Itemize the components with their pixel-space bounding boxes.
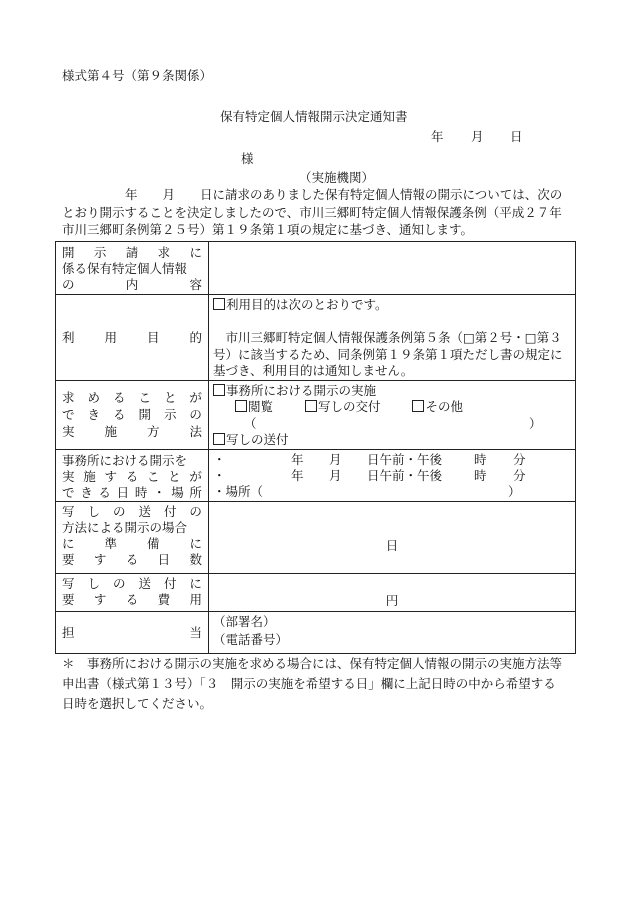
date-year-label: 年 xyxy=(431,129,444,144)
date-month-label: 月 xyxy=(471,129,484,144)
value-prep-days[interactable]: 日 xyxy=(209,501,576,573)
contact-department: （部署名） xyxy=(213,613,276,629)
checkbox-office-disclosure[interactable] xyxy=(213,384,225,396)
intro-line: 市川三郷町条例第２５号）第１９条第１項の規定に基づき、通知します。 xyxy=(62,222,474,237)
checkbox-copy-delivery[interactable] xyxy=(305,400,317,412)
row-prep-days xyxy=(56,501,576,573)
footnote-line: 日時を選択してください。 xyxy=(62,696,213,711)
checkbox-usage-purpose[interactable] xyxy=(213,298,225,310)
label-usage-purpose: 利 用 目 的 xyxy=(56,295,209,381)
row-disclosure-method xyxy=(56,380,576,449)
label-send-cost: 写 し の 送 付 に 要 す る 費 用 xyxy=(56,573,209,611)
value-office-datetime[interactable]: ・ 年 月 日午前・午後 時 分 ・ 年 月 日午前・午後 時 分 ・場所（ ） xyxy=(209,449,576,501)
label-prep-days: 写 し の 送 付 の 方法による開示の場合 に 準 備 に 要 す る 日 数 xyxy=(56,501,209,573)
checkbox-other[interactable] xyxy=(412,400,424,412)
row-usage-purpose xyxy=(56,295,576,381)
checkbox-viewing[interactable] xyxy=(235,400,247,412)
label-contact: 担 当 xyxy=(56,611,209,653)
footnote-line: ＊ 事務所における開示の実施を求める場合には、保有特定個人情報の開示の実施方法等 xyxy=(62,656,563,671)
row-send-cost xyxy=(56,573,576,611)
value-send-cost[interactable]: 円 xyxy=(209,573,576,611)
form-number: 様式第４号（第９条関係） xyxy=(62,68,213,83)
value-contact xyxy=(209,611,576,653)
date-day-label: 日 xyxy=(510,129,523,144)
checkbox-send-copy[interactable] xyxy=(213,433,225,445)
label-request-content: 開 示 請 求 に 係る保有特定個人情報 の 内 容 xyxy=(56,242,209,295)
row-request-content xyxy=(56,242,576,295)
row-office-datetime xyxy=(56,449,576,501)
intro-paragraph xyxy=(62,186,582,239)
value-disclosure-method: 事務所における開示の実施 閲覧 写しの交付 その他 （ ） 写しの送付 xyxy=(209,380,576,449)
document-title: 保有特定個人情報開示決定通知書 xyxy=(220,109,408,124)
label-disclosure-method: 求 め る こ と が で き る 開 示 の 実 施 方 法 xyxy=(56,380,209,449)
value-usage-purpose: 利用目的は次のとおりです。 市川三郷町特定個人情報保護条例第５条（□第２号・□第３ 号）に該当するため、同条例第１９条第１項ただし書の規定に 基づき、利用目的は通知しません。 xyxy=(209,295,576,381)
intro-line: 年 月 日に請求のありました保有特定個人情報の開示については、次の xyxy=(125,187,563,202)
footnote xyxy=(62,654,582,714)
intro-line: とおり開示することを決定しましたので、市川三郷町特定個人情報保護条例（平成２７年 xyxy=(62,204,562,220)
value-request-content[interactable] xyxy=(209,242,576,295)
recipient-suffix: 様 xyxy=(241,151,254,166)
label-office-datetime: 事務所における開示を 実 施 す る こ と が で き る 日 時 ・ 場 所 xyxy=(56,449,209,501)
contact-phone: （電話番号） xyxy=(213,631,289,647)
notice-table xyxy=(55,241,576,654)
row-contact xyxy=(56,611,576,653)
issuer-label: （実施機関） xyxy=(299,170,375,185)
footnote-line: 申出書（様式第１３号）「３ 開示の実施を希望する日」欄に上記日時の中から希望する xyxy=(62,676,556,691)
